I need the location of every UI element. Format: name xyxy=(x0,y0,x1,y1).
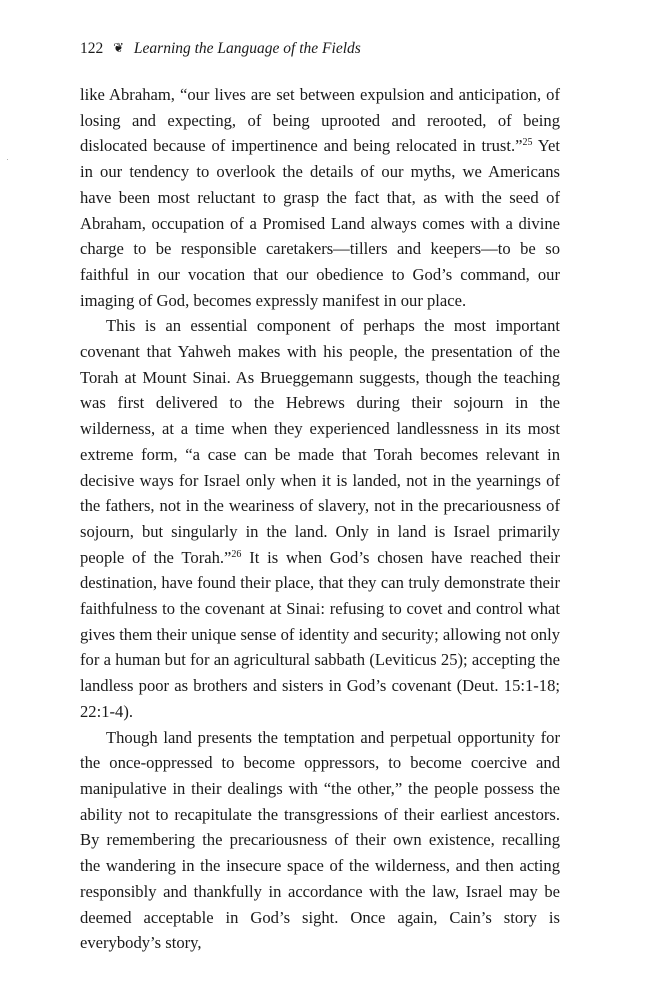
paragraph-text: This is an essential component of perhaps the most important covenant that Yahweh makes with his people, the presentation of the Torah at Mount Sinai. As Brueggemann suggests, though the teaching was first delivered to the Hebrews during their sojourn in the wilderness, at a time when they experienced landlessness in its most extreme form, “a case can be made that Torah becomes relevant in decisive ways for Israel only when it is landed, not in the yearnings of the fathers, not in the weariness of slavery, not in the precariousness of sojourn, but singularly in the land. Only in land is Israel primarily people of the Torah.” xyxy=(80,316,560,567)
paragraph-text: Though land presents the temptation and perpetual opportunity for the once-oppressed to become oppressors, to become coercive and manipulative in their dealings with “the other,” the people possess the ability not to recapitulate the transgressions of their earliest ancestors. By remembering the precariousness of their own existence, recalling the wandering in the insecure space of the wilderness, and then acting responsibly and thankfully in accordance with the law, Israel may be deemed acceptable in God’s sight. Once again, Cain’s story is everybody’s story, xyxy=(80,727,560,953)
paragraph-3 xyxy=(80,725,560,956)
page-number: 122 xyxy=(80,40,104,57)
paragraph-text: like Abraham, “our lives are set between expulsion and anticipation, of losing and expecting, of being uprooted and rerooted, of being dislocated because of impertinence and being relocated in trust.” xyxy=(80,85,560,156)
paragraph-2 xyxy=(80,313,560,724)
footnote-marker: 25 xyxy=(522,137,533,149)
body-text xyxy=(80,82,560,956)
paragraph-1 xyxy=(80,82,560,313)
book-page xyxy=(80,38,560,956)
footnote-marker: 26 xyxy=(231,548,242,560)
margin-speck xyxy=(7,159,8,160)
fleuron-icon: ❦ xyxy=(113,40,125,55)
running-head xyxy=(80,38,560,60)
paragraph-text: Yet in our tendency to overlook the details of our myths, we Americans have been most reluctant to grasp the fact that, as with the seed of Abraham, occupation of a Promised Land always comes with a divine charge to be responsible caretakers—tillers and keepers—to be so faithful in our vocation that our obedience to God’s command, our imaging of God, becomes expressly manifest in our place. xyxy=(80,136,560,310)
paragraph-text: It is when God’s chosen have reached their destination, have found their place, that they can truly demonstrate their faithfulness to the covenant at Sinai: refusing to covet and control what gives them their unique sense of identity and security; allowing not only for a human but for an agricultural sabbath (Leviticus 25); accepting the landless poor as brothers and sisters in God’s covenant (Deut. 15:1-18; 22:1-4). xyxy=(80,547,560,721)
book-title: Learning the Language of the Fields xyxy=(133,40,361,57)
